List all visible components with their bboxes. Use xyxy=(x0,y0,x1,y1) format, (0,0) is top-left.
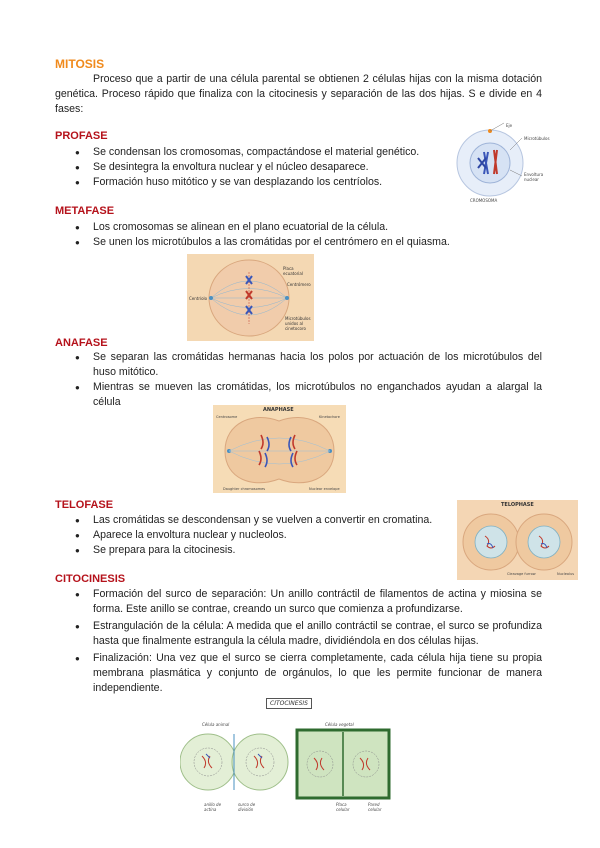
citocinesis-label-surco: surco de división xyxy=(238,802,256,812)
citocinesis-figure xyxy=(180,698,395,820)
telofase-figure-title: TELOPHASE xyxy=(501,502,534,508)
list-item: ● Se separan las cromátidas hermanas hacia los polos por actuación de los microtúbulos del huso mitótico. xyxy=(55,350,542,380)
profase-diagram xyxy=(450,120,560,210)
telofase-list xyxy=(55,513,465,558)
metafase-label-centriolo: Centríolo xyxy=(189,296,208,301)
list-item: ● Formación huso mitótico y se van desplazando los centríolos. xyxy=(55,175,465,190)
profase-list xyxy=(55,145,465,190)
telofase-label-nucleolus: Nucleolus xyxy=(557,572,575,576)
citocinesis-label-animal: Célula animal xyxy=(202,722,230,727)
anafase-label-kinetochore: Kinetochore xyxy=(319,415,340,419)
metafase-list xyxy=(55,220,542,250)
intro-paragraph: Proceso que a partir de una célula parental se obtienen 2 células hijas con la misma dotación genética. Proceso rápido que finaliza con la citocinesis y separación de las dos hijas. S e divide en 4 fases: xyxy=(55,73,542,115)
list-item: ● Se condensan los cromosomas, compactándose el material genético. xyxy=(55,145,465,160)
telofase-label-furrow: Cleavage furrow xyxy=(507,572,536,576)
anafase-label-centrosome: Centrosome xyxy=(216,415,238,419)
metafase-label-centromero: Centrómero xyxy=(287,282,311,287)
list-item: ● Las cromátidas se descondensan y se vuelven a convertir en cromatina. xyxy=(55,513,465,528)
profase-label-eje: Eje xyxy=(506,123,513,128)
citocinesis-list xyxy=(55,587,542,696)
section-title-metafase: METAFASE xyxy=(55,205,115,217)
anafase-label-envelope: Nuclear envelope xyxy=(309,487,340,491)
list-item: ● Aparece la envoltura nuclear y nucleolos. xyxy=(55,528,465,543)
list-item: ● Se unen los microtúbulos a las cromátidas por el centrómero en el quiasma. xyxy=(55,235,542,250)
citocinesis-figure-title: CITOCINESIS xyxy=(266,698,312,709)
list-item: ● Formación del surco de separación: Un anillo contráctil de filamentos de actina y miosina se forma. Este anillo se contrae, creando un surco que comienza a profundizarse. xyxy=(55,587,542,617)
metafase-label-microtubulos: Microtúbulos unidos al cinetocoro xyxy=(285,316,311,331)
metafase-figure xyxy=(187,254,314,341)
anafase-figure xyxy=(213,405,346,493)
profase-label-cromosoma: CROMOSOMA xyxy=(470,198,498,203)
citocinesis-label-vegetal: Célula vegetal xyxy=(325,722,354,727)
anafase-figure-title: ANAPHASE xyxy=(263,407,294,413)
section-title-citocinesis: CITOCINESIS xyxy=(55,573,126,585)
list-item: ● Se desintegra la envoltura nuclear y el núcleo desaparece. xyxy=(55,160,465,175)
profase-label-microtubulos: Microtúbulos xyxy=(524,136,550,141)
page-title: MITOSIS xyxy=(55,57,105,71)
list-item: ● Finalización: Una vez que el surco se cierra completamente, cada célula hija tiene su propia membrana plasmática y conjunto de orgánulos, lo que les permite funcionar de manera independiente. xyxy=(55,651,542,696)
telofase-diagram xyxy=(457,500,578,580)
anafase-label-daughter: Daughter chromosomes xyxy=(223,487,266,491)
citocinesis-label-anillo: anillo de actina xyxy=(204,802,222,812)
list-item: ● Se prepara para la citocinesis. xyxy=(55,543,465,558)
section-title-profase: PROFASE xyxy=(55,130,108,142)
list-item: ● Mientras se mueven las cromátidas, los microtúbulos no enganchados ayudan a alargal la célula xyxy=(55,380,542,410)
anafase-list xyxy=(55,350,542,410)
citocinesis-label-placa: Placa celular xyxy=(336,802,350,812)
metafase-label-placa: Placa ecuatorial xyxy=(283,266,303,276)
citocinesis-label-pared: Pared celular xyxy=(368,802,382,812)
section-title-telofase: TELOFASE xyxy=(55,499,114,511)
telofase-figure xyxy=(457,500,578,580)
profase-label-envoltura: Envoltura nuclear xyxy=(524,172,544,182)
list-item: ● Estrangulación de la célula: A medida que el anillo contráctil se contrae, el surco se profundiza hasta que finalmente estrangula la célula madre, dividiéndola en dos células hijas. xyxy=(55,619,542,649)
list-item: ● Los cromosomas se alinean en el plano ecuatorial de la célula. xyxy=(55,220,542,235)
profase-figure xyxy=(450,120,560,210)
section-title-anafase: ANAFASE xyxy=(55,337,108,349)
